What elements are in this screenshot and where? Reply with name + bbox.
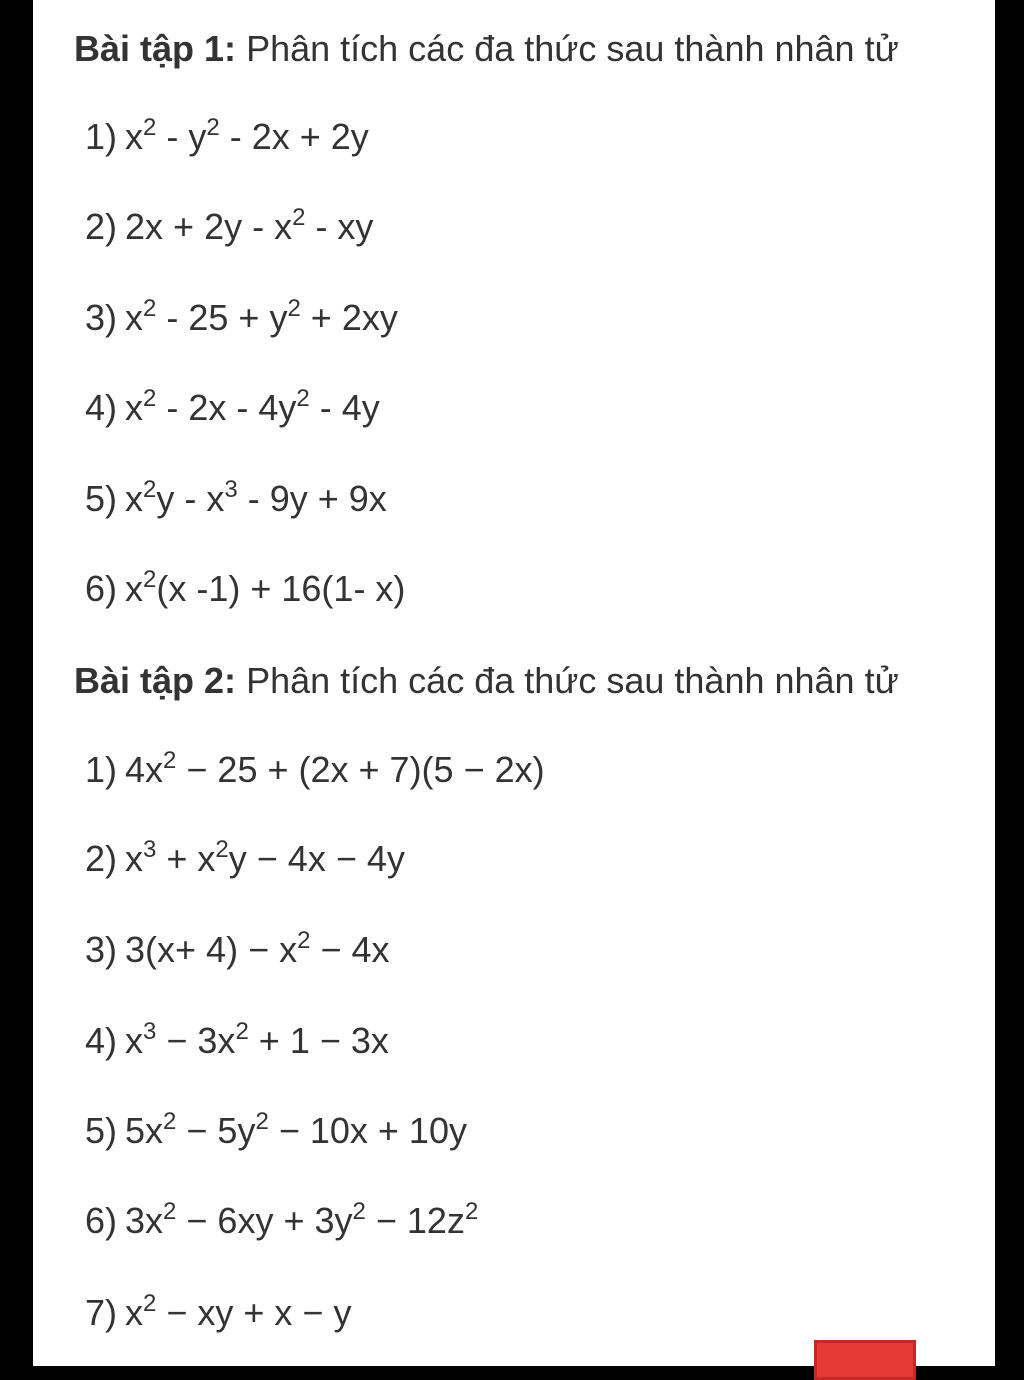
item-number: 1): [85, 116, 118, 157]
exponent: 2: [206, 114, 220, 141]
exercise-1-item-3: [85, 297, 398, 339]
red-action-button[interactable]: [814, 1340, 916, 1380]
exercise-2-item-7: [85, 1292, 351, 1334]
item-number: 4): [85, 387, 118, 428]
exercise-1-item-6: [85, 568, 405, 610]
item-number: 1): [85, 749, 118, 790]
item-number: 6): [85, 1200, 118, 1241]
item-number: 5): [85, 478, 118, 519]
item-number: 5): [85, 1110, 118, 1151]
item-expression: $4x^2 - 25 + (2x + 7)(5 - 2x)$: [125, 747, 545, 790]
exponent: 3: [224, 476, 238, 503]
exercise-2-label: Bài tập 2:: [74, 660, 237, 701]
item-number: 4): [85, 1020, 118, 1061]
item-expression: $x^3 - 3x^2 + 1 - 3x$: [125, 1018, 389, 1061]
exponent: 2: [163, 1198, 177, 1225]
item-expression: $x^3 + x^2y - 4x - 4y$: [125, 836, 405, 879]
item-expression: $5x^2 - 5y^2 - 10x + 10y$: [125, 1108, 467, 1151]
item-expression: $x^2 - y^2 - 2x + 2y$: [125, 114, 369, 157]
exponent: 2: [143, 114, 157, 141]
exponent: 3: [143, 836, 157, 863]
exercise-2-instruction: Phân tích các đa thức sau thành nhân tử: [246, 660, 899, 701]
item-number: 2): [85, 838, 118, 879]
exercise-1-item-1: [85, 116, 369, 158]
exercise-1-item-2: [85, 206, 373, 248]
item-expression: $2x + 2y - x^2$ - xy: [125, 204, 374, 247]
exercise-2-item-6: [85, 1200, 478, 1242]
item-expression: $x^2y - x^3 - 9y + 9x$: [125, 476, 387, 519]
item-expression: $x^2$ − xy + x − y: [125, 1290, 352, 1333]
item-number: 6): [85, 568, 118, 609]
exercise-1-instruction: Phân tích các đa thức sau thành nhân tử: [246, 28, 899, 69]
exponent: 2: [464, 1198, 479, 1225]
exercise-1-item-5: [85, 478, 387, 520]
exponent: 2: [215, 836, 229, 863]
exponent: 2: [297, 927, 311, 954]
document-page: [33, 0, 995, 1366]
exponent: 2: [287, 295, 301, 322]
item-number: 7): [85, 1292, 118, 1333]
item-expression: $x^2 - 2x - 4y^2 - 4y$: [125, 385, 380, 428]
item-expression: $x^2(x$ -1) + 16(1- x): [125, 566, 406, 609]
exponent: 2: [143, 476, 157, 503]
exponent: 2: [143, 1290, 157, 1317]
exponent: 2: [255, 1108, 269, 1135]
exponent: 2: [163, 747, 177, 774]
exercise-2-item-5: [85, 1110, 467, 1152]
item-expression: $3x^2 - 6xy + 3y^2 - 12z^2$: [125, 1198, 479, 1241]
exercise-2-item-3: [85, 929, 390, 971]
exercise-1-label: Bài tập 1:: [74, 28, 237, 69]
exercise-1-heading: [74, 28, 899, 70]
exercise-2-item-1: [85, 749, 545, 791]
exercise-2-item-2: [85, 838, 405, 880]
exponent: 2: [143, 385, 157, 412]
item-expression: $3(x+ 4) - x^2 - 4x$: [125, 927, 390, 970]
exponent: 2: [235, 1018, 249, 1045]
exponent: 2: [352, 1198, 366, 1225]
exercise-2-item-4: [85, 1020, 389, 1062]
exponent: 2: [143, 295, 157, 322]
exponent: 3: [143, 1018, 157, 1045]
exercise-1-item-4: [85, 387, 380, 429]
item-number: 3): [85, 929, 118, 970]
exponent: 2: [292, 204, 306, 231]
item-expression: $x^2 - 25 + y^2 + 2xy$: [125, 295, 398, 338]
exponent: 2: [143, 566, 157, 593]
exponent: 2: [296, 385, 310, 412]
item-number: 3): [85, 297, 118, 338]
exercise-2-heading: [74, 660, 899, 702]
exponent: 2: [163, 1108, 177, 1135]
item-number: 2): [85, 206, 118, 247]
